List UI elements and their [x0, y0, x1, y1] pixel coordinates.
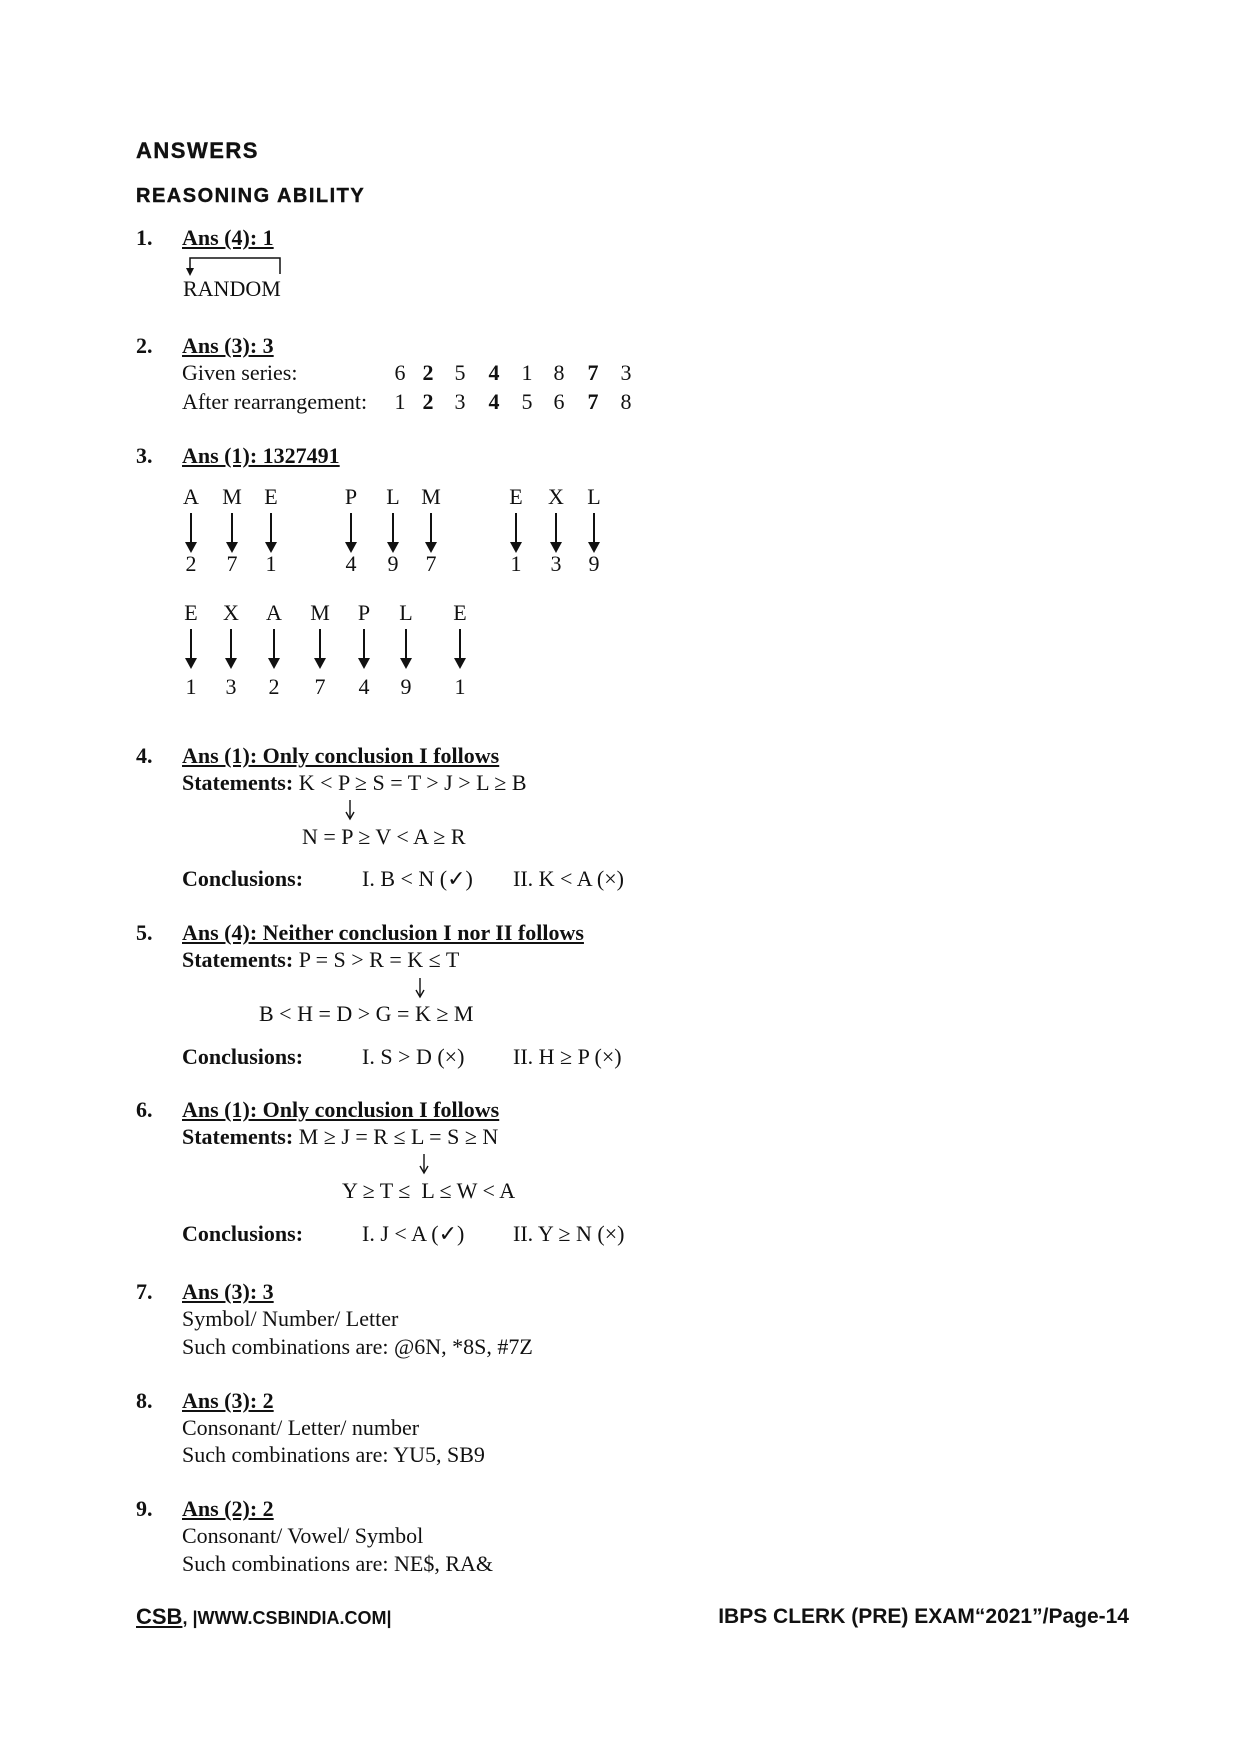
- letter: M: [310, 600, 330, 625]
- swap-bracket-arrow-icon: [184, 256, 286, 278]
- code-column: [256, 484, 286, 584]
- series-digit: 2: [422, 389, 434, 414]
- down-arrow-icon: [421, 512, 441, 554]
- series-digit: 8: [553, 360, 565, 385]
- code-digit: 1: [510, 551, 522, 576]
- statement-chain-linked: B < H = D > G = K ≥ M: [259, 1001, 474, 1026]
- code-column: [336, 484, 366, 584]
- down-arrow-icon: [261, 512, 281, 554]
- footer-left: [136, 1604, 392, 1633]
- code-digit: 1: [454, 674, 466, 699]
- conclusion-1: I. B < N (✓): [362, 866, 473, 891]
- series-digit: 4: [488, 389, 500, 414]
- code-column: [176, 484, 206, 584]
- series-digit: 1: [521, 360, 533, 385]
- series-digit: 7: [587, 389, 599, 414]
- pattern-line: Consonant/ Letter/ number: [182, 1415, 420, 1440]
- pattern-line: Symbol/ Number/ Letter: [182, 1306, 399, 1331]
- answer-heading: Ans (1): Only conclusion I follows: [182, 1097, 500, 1122]
- series-digit: 4: [488, 360, 500, 385]
- code-digit: 9: [400, 674, 412, 699]
- letter: M: [222, 484, 242, 509]
- code-column: [217, 484, 247, 584]
- code-digit: 7: [314, 674, 326, 699]
- series-digit: 3: [454, 389, 466, 414]
- answer-heading: Ans (3): 3: [182, 1279, 274, 1304]
- code-column: [216, 600, 246, 700]
- code-column: [579, 484, 609, 584]
- letter: E: [184, 600, 198, 625]
- combinations-line: Such combinations are: @6N, *8S, #7Z: [182, 1334, 533, 1359]
- down-arrow-icon: [221, 628, 241, 670]
- after-rearrangement-label: After rearrangement:: [182, 389, 368, 414]
- code-column: [501, 484, 531, 584]
- letter: E: [453, 600, 467, 625]
- question-number: 2.: [136, 333, 153, 358]
- down-arrow-icon: [181, 628, 201, 670]
- code-digit: 9: [588, 551, 600, 576]
- letter: E: [264, 484, 278, 509]
- down-arrow-icon: [222, 512, 242, 554]
- brand-logo: CSB: [136, 1604, 183, 1629]
- down-arrow-icon: [341, 512, 361, 554]
- conclusion-2: II. K < A (×): [513, 866, 624, 891]
- code-column: [378, 484, 408, 584]
- statements-label: Statements:: [182, 1124, 294, 1149]
- series-digit: 5: [521, 389, 533, 414]
- statements-label: Statements:: [182, 770, 294, 795]
- code-column: [391, 600, 421, 700]
- combinations-line: Such combinations are: NE$, RA&: [182, 1551, 494, 1576]
- question-number: 7.: [136, 1279, 153, 1304]
- code-digit: 7: [226, 551, 238, 576]
- code-digit: 7: [425, 551, 437, 576]
- series-digit: 8: [620, 389, 632, 414]
- code-column: [349, 600, 379, 700]
- conclusion-1: I. S > D (×): [362, 1044, 465, 1069]
- code-digit: 3: [225, 674, 237, 699]
- question-number: 9.: [136, 1496, 153, 1521]
- question-number: 8.: [136, 1388, 153, 1413]
- letter: X: [548, 484, 564, 509]
- question-number: 5.: [136, 920, 153, 945]
- letter: A: [266, 600, 282, 625]
- code-digit: 4: [358, 674, 370, 699]
- answer-heading: Ans (3): 2: [182, 1388, 274, 1413]
- statements-label: Statements:: [182, 947, 294, 972]
- question-number: 1.: [136, 225, 153, 250]
- series-digit: 5: [454, 360, 466, 385]
- series-digit: 1: [394, 389, 406, 414]
- conclusion-1: I. J < A (✓): [362, 1221, 465, 1246]
- series-digit: 6: [394, 360, 406, 385]
- code-column: [259, 600, 289, 700]
- code-column: [176, 600, 206, 700]
- series-digit: 2: [422, 360, 434, 385]
- conclusions-label: Conclusions:: [182, 866, 304, 891]
- letter: L: [587, 484, 601, 509]
- series-digit: 7: [587, 360, 599, 385]
- combinations-line: Such combinations are: YU5, SB9: [182, 1442, 485, 1467]
- conclusion-2: II. H ≥ P (×): [513, 1044, 622, 1069]
- statement-chain: K < P ≥ S = T > J > L ≥ B: [298, 770, 527, 795]
- letter: E: [509, 484, 523, 509]
- down-arrow-icon: [181, 512, 201, 554]
- code-digit: 1: [265, 551, 277, 576]
- statements-line: [182, 770, 527, 796]
- page-info: IBPS CLERK (PRE) EXAM“2021”/Page-14: [718, 1605, 1129, 1628]
- pattern-line: Consonant/ Vowel/ Symbol: [182, 1523, 424, 1548]
- code-digit: 4: [345, 551, 357, 576]
- page-heading: ANSWERS: [136, 138, 259, 163]
- code-digit: 2: [185, 551, 197, 576]
- down-arrow-icon: [343, 799, 357, 821]
- letter: L: [386, 484, 400, 509]
- answer-heading: Ans (2): 2: [182, 1496, 274, 1521]
- series-digit: 3: [620, 360, 632, 385]
- down-arrow-icon: [396, 628, 416, 670]
- conclusions-label: Conclusions:: [182, 1044, 304, 1069]
- down-arrow-icon: [417, 1153, 431, 1175]
- letter: P: [344, 484, 358, 509]
- code-digit: 9: [387, 551, 399, 576]
- answer-heading: Ans (1): 1327491: [182, 443, 340, 468]
- website-link[interactable]: , |WWW.CSBINDIA.COM|: [182, 1608, 392, 1628]
- code-digit: 3: [550, 551, 562, 576]
- down-arrow-icon: [506, 512, 526, 554]
- down-arrow-icon: [450, 628, 470, 670]
- code-digit: 1: [185, 674, 197, 699]
- down-arrow-icon: [310, 628, 330, 670]
- section-title: REASONING ABILITY: [136, 185, 366, 207]
- code-column: [416, 484, 446, 584]
- answer-heading: Ans (3): 3: [182, 333, 274, 358]
- statement-chain-linked: N = P ≥ V < A ≥ R: [302, 824, 466, 849]
- down-arrow-icon: [546, 512, 566, 554]
- down-arrow-icon: [383, 512, 403, 554]
- conclusion-2: II. Y ≥ N (×): [513, 1221, 625, 1246]
- statements-line: [182, 947, 459, 973]
- down-arrow-icon: [354, 628, 374, 670]
- letter: X: [223, 600, 239, 625]
- question-number: 6.: [136, 1097, 153, 1122]
- statement-chain: M ≥ J = R ≤ L = S ≥ N: [298, 1124, 499, 1149]
- down-arrow-icon: [413, 977, 427, 999]
- down-arrow-icon: [584, 512, 604, 554]
- statements-line: [182, 1124, 498, 1150]
- answer-heading: Ans (1): Only conclusion I follows: [182, 743, 500, 768]
- statement-chain: P = S > R = K ≤ T: [298, 947, 460, 972]
- code-column: [305, 600, 335, 700]
- down-arrow-icon: [264, 628, 284, 670]
- code-column: [445, 600, 475, 700]
- question-number: 3.: [136, 443, 153, 468]
- code-column: [541, 484, 571, 584]
- letter: A: [183, 484, 199, 509]
- answer-heading: Ans (4): 1: [182, 225, 274, 250]
- letter: P: [357, 600, 371, 625]
- conclusions-label: Conclusions:: [182, 1221, 304, 1246]
- question-number: 4.: [136, 743, 153, 768]
- series-digit: 6: [553, 389, 565, 414]
- word-random: RANDOM: [183, 276, 281, 301]
- code-digit: 2: [268, 674, 280, 699]
- statement-chain-linked: Y ≥ T ≤ L ≤ W < A: [342, 1178, 516, 1203]
- letter: L: [399, 600, 413, 625]
- given-series-label: Given series:: [182, 360, 298, 385]
- answer-heading: Ans (4): Neither conclusion I nor II follows: [182, 920, 584, 945]
- letter: M: [421, 484, 441, 509]
